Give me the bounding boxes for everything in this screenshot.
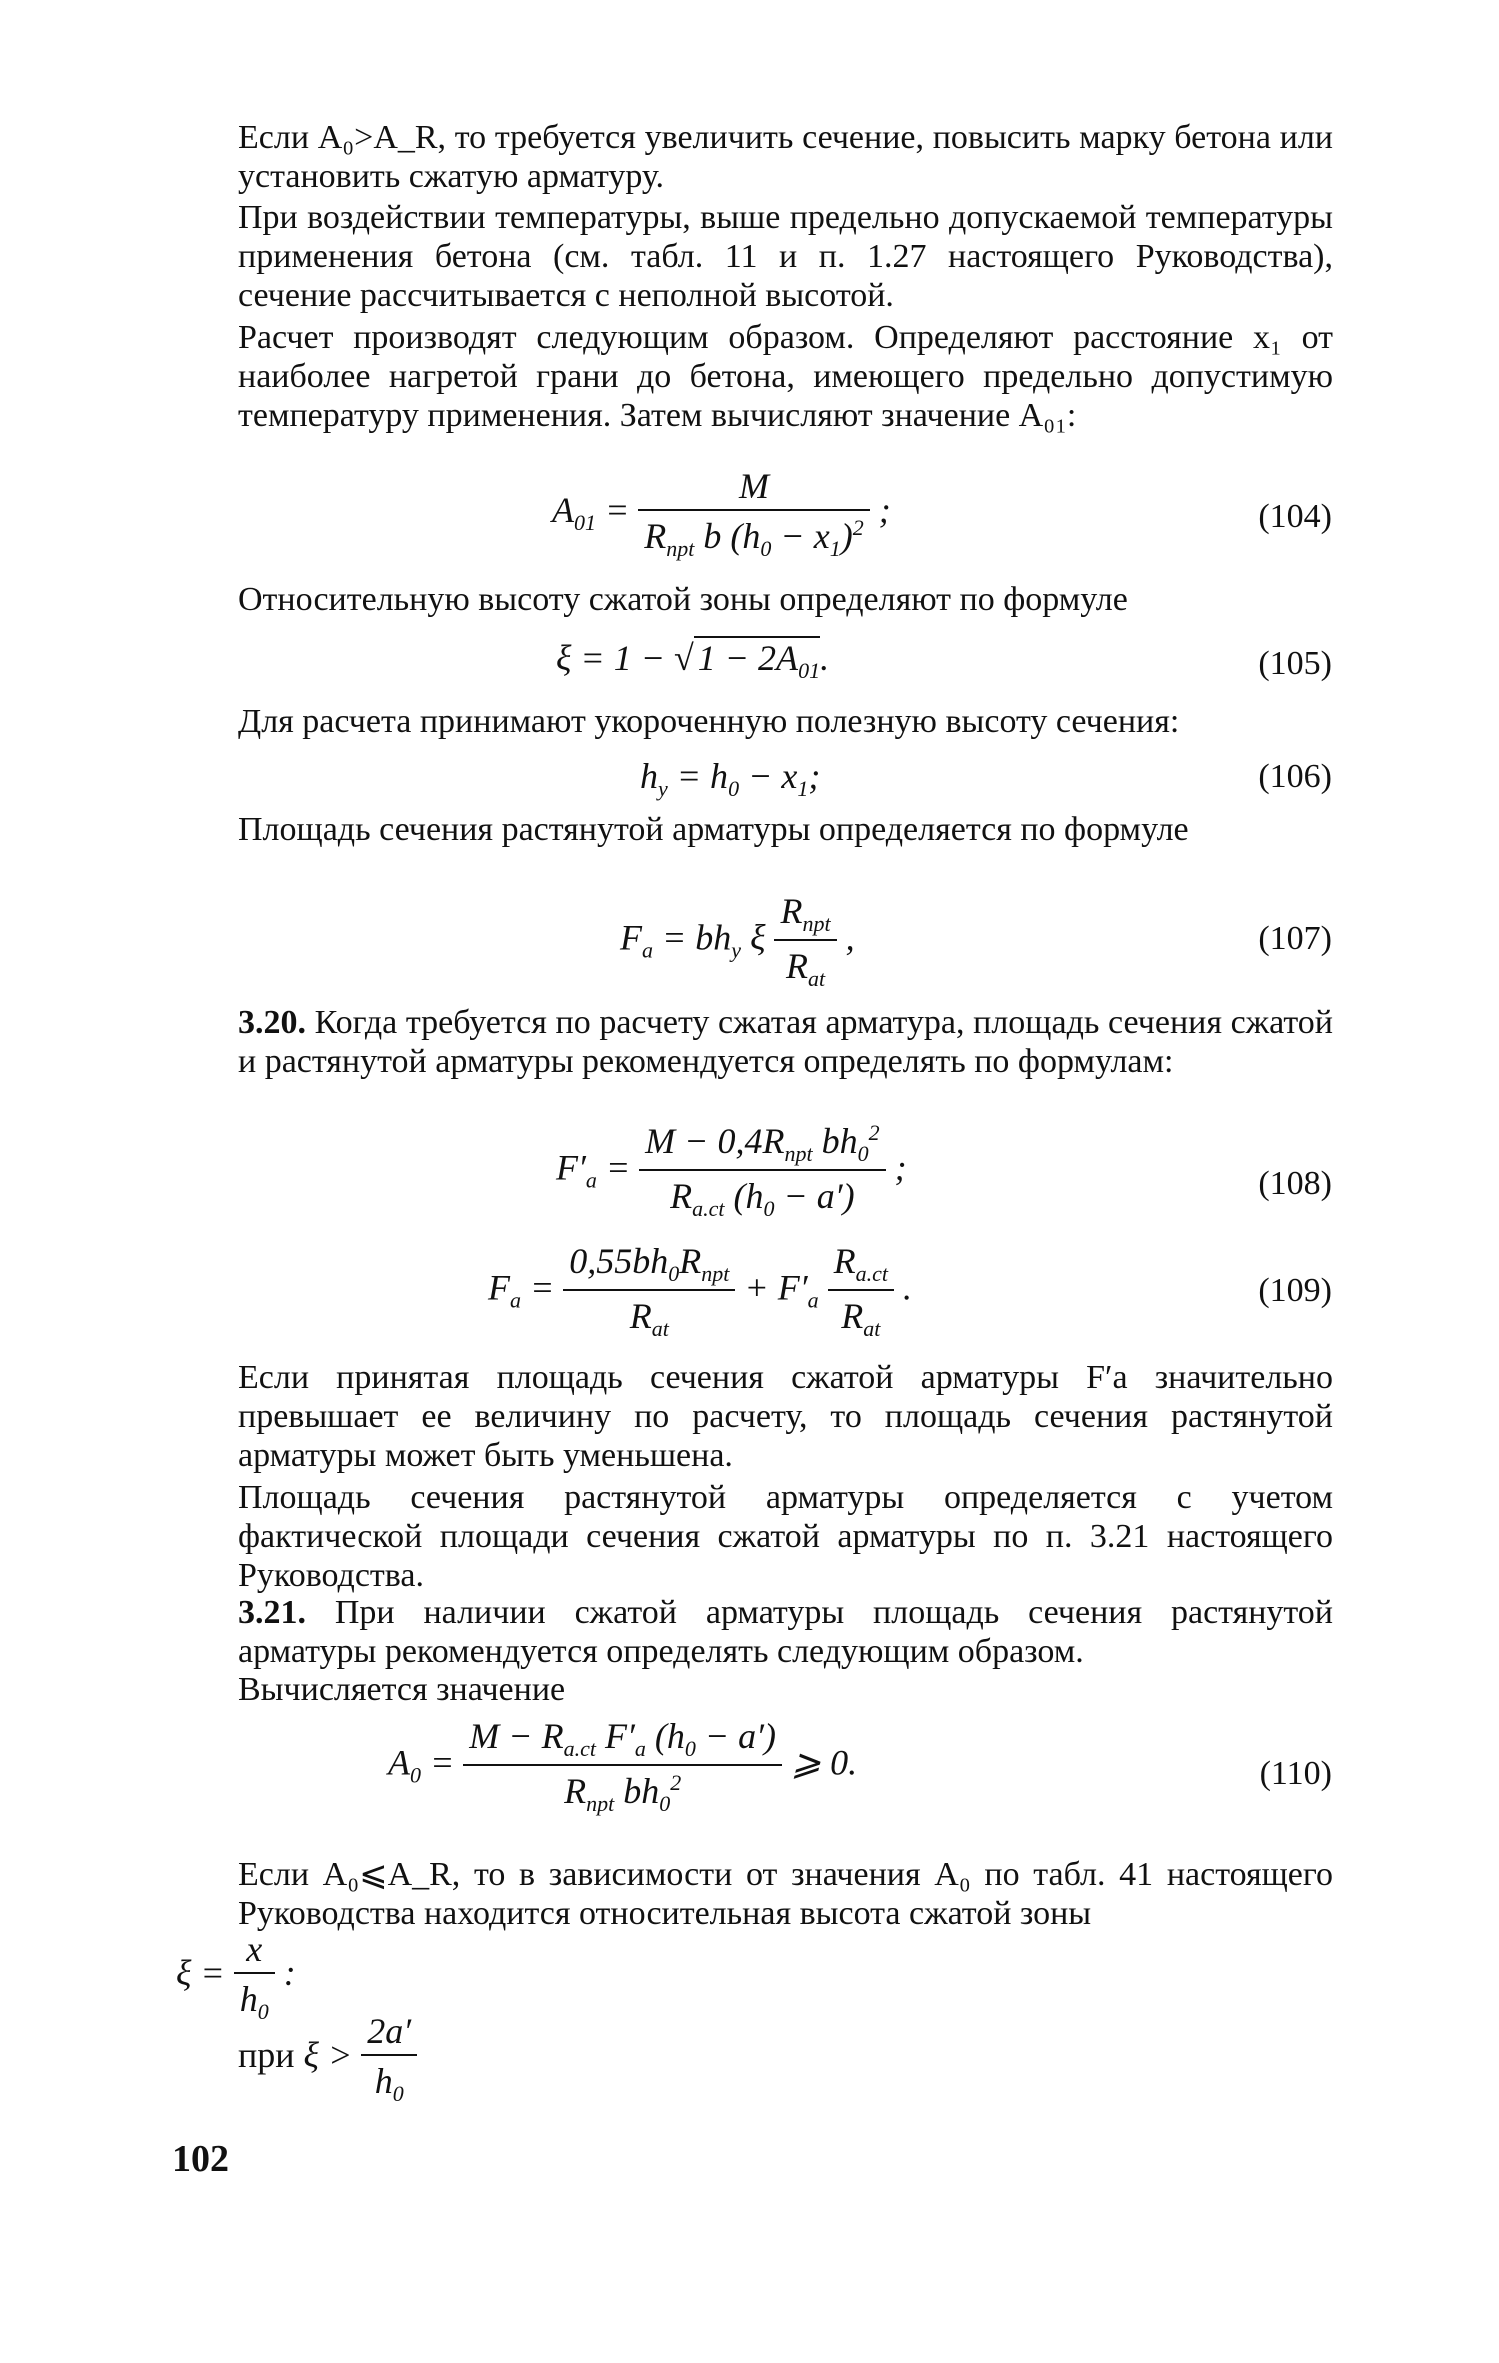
equation-number-106: (106) (1258, 758, 1332, 795)
equation-108: $F'_a$ = $\frac{M - 0,4R_{прt} bh_0^2}{R_{a.ct} (h_0 - a')}$ ; (556, 1120, 907, 1222)
paragraph-2: При воздействии температуры, выше предельно допускаемой температуры применения бетона (см. табл. 11 и п. 1.27 настоящего Руководства), сечение рассчитывается с неполной высотой. (238, 199, 1333, 314)
equation-xi-definition: ξ = $\frac{x}{h_0}$ : (176, 1929, 296, 2025)
paragraph-7: 3.20. Когда требуется по расчету сжатая арматура, площадь сечения сжатой и растянутой арматуры рекомендуется определять по формулам: (238, 1004, 1333, 1080)
paragraph-3: Расчет производят следующим образом. Определяют расстояние x₁ от наиболее нагретой грани до бетона, имеющего предельно допустимую температуру применения. Затем вычисляют значение A₀₁: (238, 319, 1333, 434)
equation-110: $A_0$ = $\frac{M - R_{a.ct} F'_a (h_0 - a')}{R_{прt} bh_0^2}$ ⩾ 0. (388, 1716, 858, 1817)
equation-106: $h_у = h_0 - x_1$; (640, 756, 821, 802)
paragraph-1: Если A₀>A_R, то требуется увеличить сечение, повысить марку бетона или установить сжатую арматуру. (238, 119, 1333, 195)
paragraph-12: Если A₀⩽A_R, то в зависимости от значения A₀ по табл. 41 настоящего Руководства находится относительная высота сжатой зоны (238, 1856, 1333, 1932)
equation-107: $F_a = bh_у$ ξ $\frac{R_{прt}}{R_{at}}$ , (620, 891, 855, 992)
paragraph-6: Площадь сечения растянутой арматуры определяется по формуле (238, 811, 1189, 848)
equation-number-105: (105) (1258, 645, 1332, 682)
paragraph-10: 3.21. При наличии сжатой арматуры площадь сечения растянутой арматуры рекомендуется определять следующим образом. (238, 1594, 1334, 1670)
condition-xi-greater: при ξ > $\frac{2a'}{h_0}$ (238, 2010, 417, 2107)
equation-number-108: (108) (1258, 1165, 1332, 1202)
paragraph-11: Вычисляется значение (238, 1671, 566, 1708)
page-number: 102 (172, 2138, 229, 2180)
section-number-3-21: 3.21. (238, 1594, 306, 1631)
paragraph-4: Относительную высоту сжатой зоны определяют по формуле (238, 581, 1128, 618)
equation-number-109: (109) (1258, 1272, 1332, 1309)
paragraph-8: Если принятая площадь сечения сжатой арматуры F′a значительно превышает ее величину по расчету, то площадь сечения растянутой арматуры может быть уменьшена. (238, 1359, 1333, 1474)
equation-105: ξ = 1 − √ $1 - 2A_{01}$. (556, 638, 830, 684)
equation-number-107: (107) (1258, 920, 1332, 957)
paragraph-5: Для расчета принимают укороченную полезную высоту сечения: (238, 703, 1180, 740)
equation-104: $A_{01}$ = $\frac{M}{R_{прt} b (h_0 - x_1)^2}$ ; (552, 466, 891, 562)
equation-109: $F_a$ = $\frac{0,55bh_0R_{прt}}{R_{at}}$ + $F'_a$ $\frac{R_{a.ct}}{R_{at}}$ . (488, 1241, 912, 1342)
paragraph-9: Площадь сечения растянутой арматуры определяется с учетом фактической площади сечения сжатой арматуры по п. 3.21 настоящего Руководства. (238, 1479, 1333, 1594)
equation-number-104: (104) (1258, 498, 1332, 535)
equation-number-110: (110) (1259, 1755, 1332, 1792)
section-number-3-20: 3.20. (238, 1004, 306, 1041)
